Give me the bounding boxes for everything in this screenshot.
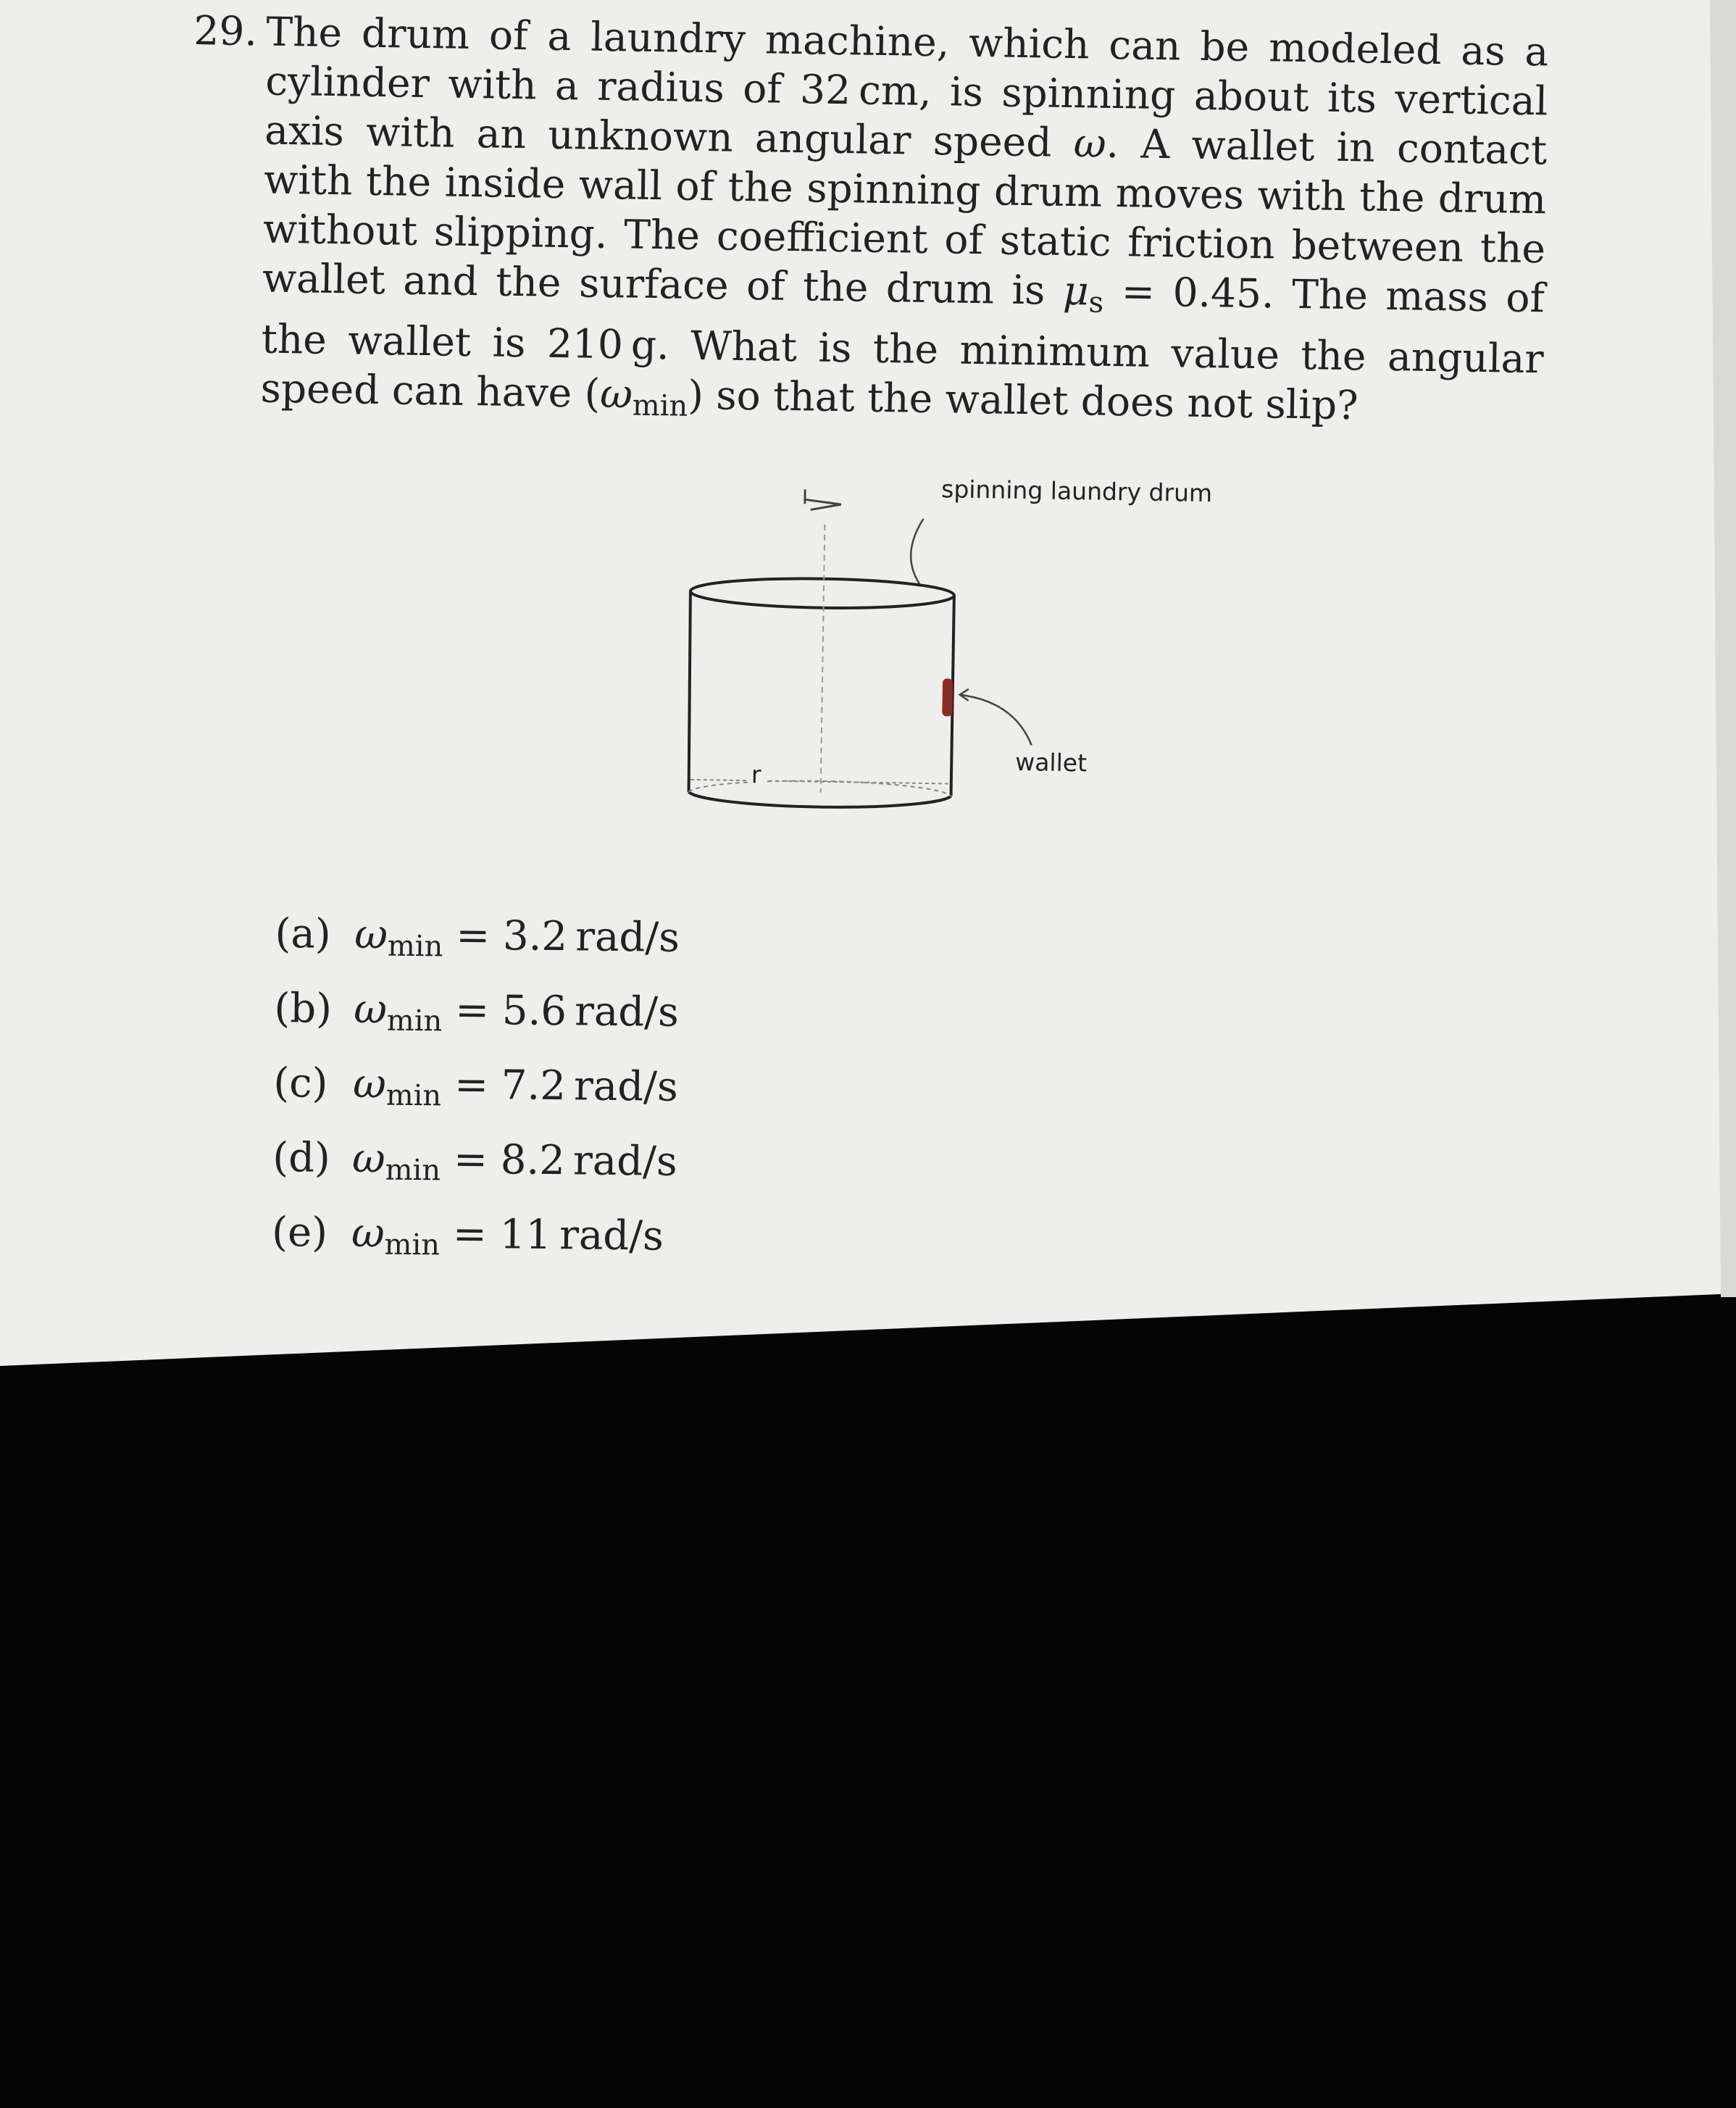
- question-text-part: . The mass of the wallet is 210 g. What is the minimum value the angular speed can have (: [260, 270, 1545, 417]
- choice-subscript: min: [384, 1228, 441, 1262]
- omega-symbol: ω: [352, 1060, 387, 1108]
- choice-answer: = 3.2 rad/s: [455, 912, 680, 962]
- choice-letter: (c): [273, 1059, 328, 1107]
- omega-symbol: ω: [351, 1209, 385, 1257]
- mu-symbol: μ: [1062, 267, 1090, 314]
- choice-letter: (a): [275, 909, 331, 958]
- question-text-part: . A wallet in contact with the inside wall of the spinning drum moves with the drum without slipping. The coefficient of static friction between the wallet and the surface of the drum is: [262, 120, 1548, 314]
- mu-subscript: s: [1088, 286, 1104, 320]
- choice-letter: (e): [271, 1208, 328, 1257]
- choice-answer: = 7.2 rad/s: [454, 1061, 679, 1111]
- choice-letter: (d): [272, 1133, 331, 1182]
- label-spinning-drum: spinning laundry drum: [940, 475, 1213, 508]
- omega-symbol: ω: [1073, 120, 1107, 167]
- choice-answer: = 5.6 rad/s: [454, 986, 680, 1036]
- omega-symbol: ω: [354, 911, 388, 959]
- choice-subscript: min: [386, 1004, 443, 1038]
- omega-symbol: ω: [351, 1135, 386, 1183]
- label-radius: r: [751, 760, 761, 789]
- question-number: 29.: [193, 7, 258, 55]
- choice-letter: (b): [274, 984, 333, 1033]
- omega-symbol: ω: [353, 986, 388, 1033]
- mu-value: = 0.45: [1103, 267, 1262, 317]
- choice-subscript: min: [385, 1078, 442, 1113]
- omega-min-symbol: ω: [599, 370, 633, 417]
- omega-min-subscript: min: [632, 388, 688, 423]
- question-text-part: The drum of a laundry machine, which can be modeled as a cylinder with a radius of 32 cm, is spinning about its vertical axis with an unknown angular speed: [264, 8, 1549, 167]
- choice-subscript: min: [385, 1153, 441, 1188]
- label-wallet: wallet: [1014, 747, 1088, 778]
- choice-answer: = 11 rad/s: [452, 1210, 664, 1260]
- choice-subscript: min: [387, 929, 443, 964]
- question-text-part: ) so that the wallet does not slip?: [687, 371, 1359, 429]
- choice-answer: = 8.2 rad/s: [453, 1136, 677, 1186]
